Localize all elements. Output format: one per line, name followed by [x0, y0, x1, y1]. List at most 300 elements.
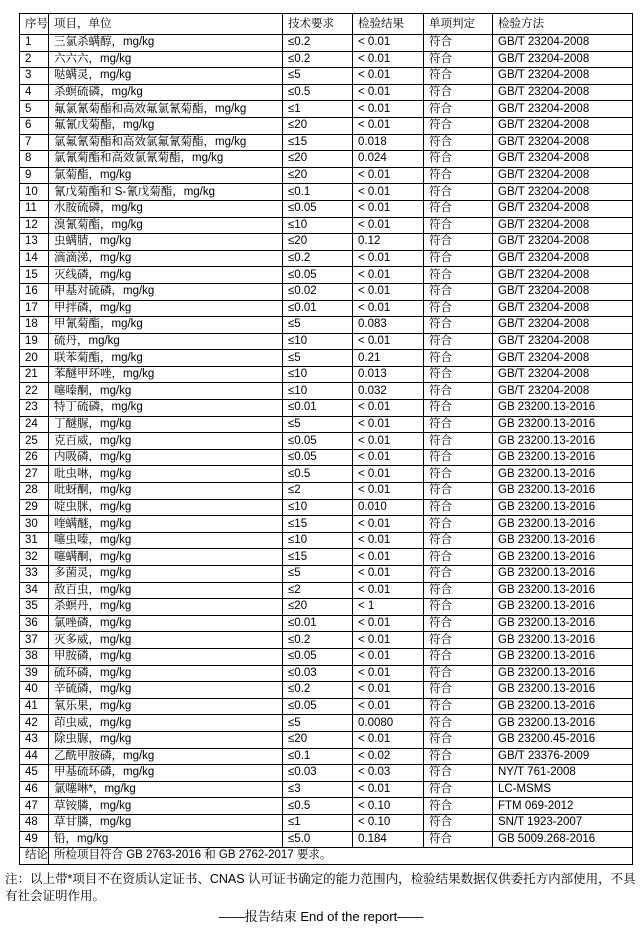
cell-requirement: ≤5.0	[283, 831, 353, 848]
cell-item-unit: 灭线磷，mg/kg	[49, 267, 283, 284]
cell-requirement: ≤20	[283, 599, 353, 616]
cell-no: 49	[20, 831, 49, 848]
cell-no: 29	[20, 499, 49, 516]
cell-item-unit: 哒螨灵，mg/kg	[49, 68, 283, 85]
cell-result: < 0.01	[353, 101, 424, 118]
cell-requirement: ≤0.5	[283, 84, 353, 101]
cell-no: 43	[20, 731, 49, 748]
cell-judgment: 符合	[424, 200, 493, 217]
table-row	[20, 599, 633, 616]
cell-requirement: ≤0.1	[283, 748, 353, 765]
cell-method: GB 23200.13-2016	[493, 466, 633, 483]
cell-no: 34	[20, 582, 49, 599]
cell-no: 40	[20, 682, 49, 699]
cell-judgment: 符合	[424, 665, 493, 682]
cell-requirement: ≤20	[283, 234, 353, 251]
cell-method: FTM 069-2012	[493, 798, 633, 815]
table-row	[20, 383, 633, 400]
cell-method: GB/T 23204-2008	[493, 68, 633, 85]
cell-requirement: ≤10	[283, 499, 353, 516]
cell-judgment: 符合	[424, 798, 493, 815]
cell-requirement: ≤5	[283, 350, 353, 367]
table-header-row	[20, 14, 633, 35]
cell-item-unit: 敌百虫，mg/kg	[49, 582, 283, 599]
cell-no: 48	[20, 814, 49, 831]
cell-result: < 0.01	[353, 416, 424, 433]
cell-judgment: 符合	[424, 566, 493, 583]
cell-judgment: 符合	[424, 383, 493, 400]
cell-item-unit: 六六六，mg/kg	[49, 51, 283, 68]
cell-result: < 0.01	[353, 532, 424, 549]
cell-no: 25	[20, 433, 49, 450]
cell-item-unit: 三氯杀螨醇，mg/kg	[49, 35, 283, 52]
cell-requirement: ≤15	[283, 516, 353, 533]
cell-judgment: 符合	[424, 632, 493, 649]
cell-item-unit: 噻嗪酮，mg/kg	[49, 383, 283, 400]
cell-method: GB 23200.13-2016	[493, 632, 633, 649]
cell-result: < 0.01	[353, 632, 424, 649]
table-row	[20, 615, 633, 632]
cell-result: < 0.01	[353, 731, 424, 748]
cell-judgment: 符合	[424, 101, 493, 118]
table-row	[20, 466, 633, 483]
cell-no: 44	[20, 748, 49, 765]
cell-judgment: 符合	[424, 781, 493, 798]
cell-method: GB/T 23204-2008	[493, 350, 633, 367]
cell-judgment: 符合	[424, 416, 493, 433]
cell-item-unit: 滴滴涕，mg/kg	[49, 250, 283, 267]
cell-result: < 0.01	[353, 516, 424, 533]
cell-method: GB/T 23204-2008	[493, 267, 633, 284]
cell-method: GB 23200.13-2016	[493, 549, 633, 566]
header-result: 检验结果	[353, 14, 424, 35]
cell-no: 8	[20, 151, 49, 168]
cell-no: 5	[20, 101, 49, 118]
cell-result: < 0.01	[353, 483, 424, 500]
cell-requirement: ≤1	[283, 101, 353, 118]
table-row	[20, 250, 633, 267]
cell-no: 16	[20, 283, 49, 300]
table-row	[20, 350, 633, 367]
cell-method: GB 23200.13-2016	[493, 449, 633, 466]
cell-item-unit: 联苯菊酯，mg/kg	[49, 350, 283, 367]
table-row	[20, 765, 633, 782]
cell-method: GB 23200.13-2016	[493, 582, 633, 599]
cell-requirement: ≤2	[283, 582, 353, 599]
cell-no: 32	[20, 549, 49, 566]
cell-result: < 0.02	[353, 748, 424, 765]
cell-method: GB/T 23376-2009	[493, 748, 633, 765]
cell-method: GB 23200.13-2016	[493, 400, 633, 417]
cell-result: 0.0080	[353, 715, 424, 732]
table-row	[20, 51, 633, 68]
table-row	[20, 748, 633, 765]
cell-judgment: 符合	[424, 682, 493, 699]
cell-method: SN/T 1923-2007	[493, 814, 633, 831]
table-row	[20, 798, 633, 815]
cell-item-unit: 特丁硫磷，mg/kg	[49, 400, 283, 417]
cell-item-unit: 溴氰菊酯，mg/kg	[49, 217, 283, 234]
cell-result: 0.12	[353, 234, 424, 251]
table-row	[20, 416, 633, 433]
cell-requirement: ≤0.03	[283, 765, 353, 782]
cell-result: < 0.01	[353, 300, 424, 317]
cell-method: GB/T 23204-2008	[493, 317, 633, 334]
cell-requirement: ≤1	[283, 814, 353, 831]
cell-requirement: ≤0.01	[283, 615, 353, 632]
cell-judgment: 符合	[424, 68, 493, 85]
table-row	[20, 400, 633, 417]
cell-result: < 0.01	[353, 217, 424, 234]
table-row	[20, 101, 633, 118]
cell-result: < 0.01	[353, 433, 424, 450]
table-row	[20, 781, 633, 798]
cell-method: GB/T 23204-2008	[493, 200, 633, 217]
cell-method: GB/T 23204-2008	[493, 333, 633, 350]
cell-requirement: ≤3	[283, 781, 353, 798]
cell-item-unit: 甲基对硫磷，mg/kg	[49, 283, 283, 300]
cell-result: 0.083	[353, 317, 424, 334]
cell-no: 7	[20, 134, 49, 151]
cell-item-unit: 噻虫嗪，mg/kg	[49, 532, 283, 549]
cell-method: GB 23200.13-2016	[493, 566, 633, 583]
cell-method: NY/T 761-2008	[493, 765, 633, 782]
cell-method: GB/T 23204-2008	[493, 383, 633, 400]
cell-no: 2	[20, 51, 49, 68]
cell-method: GB/T 23204-2008	[493, 283, 633, 300]
cell-judgment: 符合	[424, 549, 493, 566]
cell-judgment: 符合	[424, 483, 493, 500]
cell-item-unit: 氯唑磷，mg/kg	[49, 615, 283, 632]
cell-no: 18	[20, 317, 49, 334]
cell-item-unit: 甲基硫环磷，mg/kg	[49, 765, 283, 782]
cell-no: 47	[20, 798, 49, 815]
cell-requirement: ≤0.2	[283, 250, 353, 267]
cell-judgment: 符合	[424, 84, 493, 101]
cell-method: GB/T 23204-2008	[493, 84, 633, 101]
cell-result: < 0.01	[353, 184, 424, 201]
cell-result: < 0.01	[353, 648, 424, 665]
cell-method: GB/T 23204-2008	[493, 300, 633, 317]
cell-result: < 0.01	[353, 267, 424, 284]
cell-no: 20	[20, 350, 49, 367]
cell-judgment: 符合	[424, 433, 493, 450]
cell-result: < 0.01	[353, 35, 424, 52]
table-row	[20, 151, 633, 168]
cell-requirement: ≤20	[283, 167, 353, 184]
cell-result: < 0.01	[353, 781, 424, 798]
cell-no: 36	[20, 615, 49, 632]
cell-judgment: 符合	[424, 350, 493, 367]
cell-result: < 0.03	[353, 765, 424, 782]
cell-judgment: 符合	[424, 731, 493, 748]
cell-item-unit: 乙酰甲胺磷，mg/kg	[49, 748, 283, 765]
cell-item-unit: 丁醚脲，mg/kg	[49, 416, 283, 433]
cell-method: GB/T 23204-2008	[493, 117, 633, 134]
cell-method: GB 23200.13-2016	[493, 599, 633, 616]
cell-judgment: 符合	[424, 250, 493, 267]
cell-method: GB 23200.13-2016	[493, 433, 633, 450]
cell-result: 0.032	[353, 383, 424, 400]
cell-result: 0.21	[353, 350, 424, 367]
cell-method: GB/T 23204-2008	[493, 35, 633, 52]
table-row	[20, 665, 633, 682]
cell-requirement: ≤0.2	[283, 51, 353, 68]
cell-no: 27	[20, 466, 49, 483]
end-of-report: ——报告结束 End of the report——	[218, 909, 424, 924]
cell-result: < 0.01	[353, 51, 424, 68]
cell-requirement: ≤0.05	[283, 267, 353, 284]
cell-result: < 0.01	[353, 566, 424, 583]
cell-method: GB/T 23204-2008	[493, 134, 633, 151]
cell-no: 23	[20, 400, 49, 417]
cell-no: 39	[20, 665, 49, 682]
cell-result: < 0.01	[353, 84, 424, 101]
table-row	[20, 731, 633, 748]
cell-method: GB 23200.13-2016	[493, 416, 633, 433]
cell-requirement: ≤0.03	[283, 665, 353, 682]
cell-requirement: ≤5	[283, 416, 353, 433]
table-row	[20, 134, 633, 151]
cell-method: GB 5009.268-2016	[493, 831, 633, 848]
cell-requirement: ≤5	[283, 317, 353, 334]
cell-requirement: ≤15	[283, 549, 353, 566]
header-judgment: 单项判定	[424, 14, 493, 35]
cell-result: 0.024	[353, 151, 424, 168]
cell-method: GB/T 23204-2008	[493, 184, 633, 201]
cell-no: 30	[20, 516, 49, 533]
cell-result: < 0.01	[353, 333, 424, 350]
cell-result: < 0.01	[353, 615, 424, 632]
table-row	[20, 300, 633, 317]
cell-method: GB/T 23204-2008	[493, 217, 633, 234]
cell-method: GB 23200.45-2016	[493, 731, 633, 748]
cell-requirement: ≤15	[283, 134, 353, 151]
cell-requirement: ≤10	[283, 532, 353, 549]
cell-judgment: 符合	[424, 748, 493, 765]
table-row	[20, 217, 633, 234]
cell-requirement: ≤10	[283, 383, 353, 400]
cell-requirement: ≤0.2	[283, 682, 353, 699]
cell-judgment: 符合	[424, 333, 493, 350]
table-row	[20, 814, 633, 831]
cell-judgment: 符合	[424, 582, 493, 599]
cell-judgment: 符合	[424, 499, 493, 516]
table-row	[20, 68, 633, 85]
table-row	[20, 582, 633, 599]
cell-method: GB 23200.13-2016	[493, 499, 633, 516]
cell-result: < 0.01	[353, 466, 424, 483]
cell-no: 37	[20, 632, 49, 649]
cell-item-unit: 吡蚜酮，mg/kg	[49, 483, 283, 500]
cell-requirement: ≤20	[283, 151, 353, 168]
conclusion-text: 所检项目符合 GB 2763-2016 和 GB 2762-2017 要求。	[49, 848, 633, 865]
cell-item-unit: 甲拌磷，mg/kg	[49, 300, 283, 317]
cell-item-unit: 氯氟氰菊酯和高效氯氟氰菊酯，mg/kg	[49, 134, 283, 151]
conclusion-row	[20, 848, 633, 865]
cell-judgment: 符合	[424, 599, 493, 616]
cell-judgment: 符合	[424, 267, 493, 284]
cell-judgment: 符合	[424, 283, 493, 300]
cell-no: 15	[20, 267, 49, 284]
cell-judgment: 符合	[424, 151, 493, 168]
cell-judgment: 符合	[424, 366, 493, 383]
cell-item-unit: 虫螨腈，mg/kg	[49, 234, 283, 251]
table-row	[20, 433, 633, 450]
cell-method: GB 23200.13-2016	[493, 698, 633, 715]
table-row	[20, 532, 633, 549]
table-row	[20, 317, 633, 334]
cell-item-unit: 吡虫啉，mg/kg	[49, 466, 283, 483]
cell-item-unit: 甲胺磷，mg/kg	[49, 648, 283, 665]
cell-requirement: ≤0.05	[283, 698, 353, 715]
cell-item-unit: 杀螟丹，mg/kg	[49, 599, 283, 616]
cell-method: GB/T 23204-2008	[493, 167, 633, 184]
cell-judgment: 符合	[424, 317, 493, 334]
cell-judgment: 符合	[424, 217, 493, 234]
cell-no: 46	[20, 781, 49, 798]
cell-no: 38	[20, 648, 49, 665]
header-method: 检验方法	[493, 14, 633, 35]
cell-judgment: 符合	[424, 35, 493, 52]
cell-no: 42	[20, 715, 49, 732]
cell-judgment: 符合	[424, 814, 493, 831]
cell-item-unit: 氰戊菊酯和 S-氰戊菊酯，mg/kg	[49, 184, 283, 201]
cell-result: < 0.01	[353, 449, 424, 466]
cell-item-unit: 草甘膦，mg/kg	[49, 814, 283, 831]
cell-item-unit: 辛硫磷，mg/kg	[49, 682, 283, 699]
cell-requirement: ≤0.2	[283, 632, 353, 649]
table-row	[20, 715, 633, 732]
cell-no: 13	[20, 234, 49, 251]
cell-no: 33	[20, 566, 49, 583]
cell-item-unit: 氯氰菊酯和高效氯氰菊酯，mg/kg	[49, 151, 283, 168]
cell-method: GB/T 23204-2008	[493, 101, 633, 118]
cell-requirement: ≤0.05	[283, 449, 353, 466]
footnote: 注：以上带*项目不在资质认定证书、CNAS 认可证书确定的能力范围内，检验结果数据仅供委托方内部使用，不具有社会证明作用。	[5, 872, 636, 903]
cell-requirement: ≤0.05	[283, 648, 353, 665]
table-row	[20, 234, 633, 251]
cell-requirement: ≤5	[283, 566, 353, 583]
cell-method: GB 23200.13-2016	[493, 682, 633, 699]
cell-result: < 0.10	[353, 798, 424, 815]
cell-no: 11	[20, 200, 49, 217]
conclusion-label: 结论	[20, 848, 49, 865]
cell-no: 10	[20, 184, 49, 201]
cell-judgment: 符合	[424, 51, 493, 68]
cell-method: GB 23200.13-2016	[493, 516, 633, 533]
cell-result: < 0.01	[353, 250, 424, 267]
cell-result: < 1	[353, 599, 424, 616]
table-row	[20, 483, 633, 500]
cell-result: < 0.10	[353, 814, 424, 831]
cell-no: 17	[20, 300, 49, 317]
header-requirement: 技术要求	[283, 14, 353, 35]
cell-judgment: 符合	[424, 765, 493, 782]
cell-requirement: ≤0.5	[283, 466, 353, 483]
cell-item-unit: 除虫脲，mg/kg	[49, 731, 283, 748]
cell-judgment: 符合	[424, 300, 493, 317]
cell-no: 19	[20, 333, 49, 350]
cell-item-unit: 苯醚甲环唑，mg/kg	[49, 366, 283, 383]
cell-judgment: 符合	[424, 400, 493, 417]
cell-item-unit: 多菌灵，mg/kg	[49, 566, 283, 583]
cell-no: 24	[20, 416, 49, 433]
cell-item-unit: 茚虫威，mg/kg	[49, 715, 283, 732]
cell-judgment: 符合	[424, 184, 493, 201]
cell-judgment: 符合	[424, 167, 493, 184]
cell-no: 6	[20, 117, 49, 134]
cell-item-unit: 灭多威，mg/kg	[49, 632, 283, 649]
cell-requirement: ≤10	[283, 366, 353, 383]
header-item-unit: 项目，单位	[49, 14, 283, 35]
cell-no: 26	[20, 449, 49, 466]
cell-no: 41	[20, 698, 49, 715]
cell-no: 31	[20, 532, 49, 549]
cell-requirement: ≤0.05	[283, 433, 353, 450]
table-row	[20, 283, 633, 300]
cell-method: GB 23200.13-2016	[493, 532, 633, 549]
cell-no: 9	[20, 167, 49, 184]
cell-judgment: 符合	[424, 698, 493, 715]
cell-result: < 0.01	[353, 167, 424, 184]
cell-requirement: ≤0.5	[283, 798, 353, 815]
cell-result: < 0.01	[353, 117, 424, 134]
table-row	[20, 84, 633, 101]
cell-judgment: 符合	[424, 615, 493, 632]
cell-result: 0.013	[353, 366, 424, 383]
cell-item-unit: 硫环磷，mg/kg	[49, 665, 283, 682]
cell-no: 12	[20, 217, 49, 234]
cell-item-unit: 氯菊酯，mg/kg	[49, 167, 283, 184]
cell-result: < 0.01	[353, 200, 424, 217]
cell-result: 0.184	[353, 831, 424, 848]
cell-item-unit: 甲氰菊酯，mg/kg	[49, 317, 283, 334]
test-results-table	[19, 13, 633, 865]
cell-no: 3	[20, 68, 49, 85]
cell-item-unit: 喹螨醚，mg/kg	[49, 516, 283, 533]
cell-method: GB/T 23204-2008	[493, 366, 633, 383]
cell-requirement: ≤0.02	[283, 283, 353, 300]
cell-result: < 0.01	[353, 682, 424, 699]
cell-item-unit: 杀螟硫磷，mg/kg	[49, 84, 283, 101]
cell-judgment: 符合	[424, 117, 493, 134]
cell-requirement: ≤0.01	[283, 300, 353, 317]
cell-result: < 0.01	[353, 68, 424, 85]
cell-item-unit: 硫丹，mg/kg	[49, 333, 283, 350]
table-row	[20, 35, 633, 52]
cell-no: 22	[20, 383, 49, 400]
cell-item-unit: 氟氰戊菊酯，mg/kg	[49, 117, 283, 134]
table-row	[20, 267, 633, 284]
cell-method: GB/T 23204-2008	[493, 151, 633, 168]
cell-judgment: 符合	[424, 234, 493, 251]
table-row	[20, 648, 633, 665]
cell-judgment: 符合	[424, 648, 493, 665]
cell-item-unit: 啶虫脒，mg/kg	[49, 499, 283, 516]
cell-result: < 0.01	[353, 400, 424, 417]
cell-judgment: 符合	[424, 516, 493, 533]
cell-judgment: 符合	[424, 715, 493, 732]
cell-judgment: 符合	[424, 532, 493, 549]
table-row	[20, 698, 633, 715]
table-row	[20, 831, 633, 848]
cell-result: 0.018	[353, 134, 424, 151]
table-row	[20, 499, 633, 516]
cell-item-unit: 草铵膦，mg/kg	[49, 798, 283, 815]
cell-result: < 0.01	[353, 283, 424, 300]
cell-judgment: 符合	[424, 449, 493, 466]
